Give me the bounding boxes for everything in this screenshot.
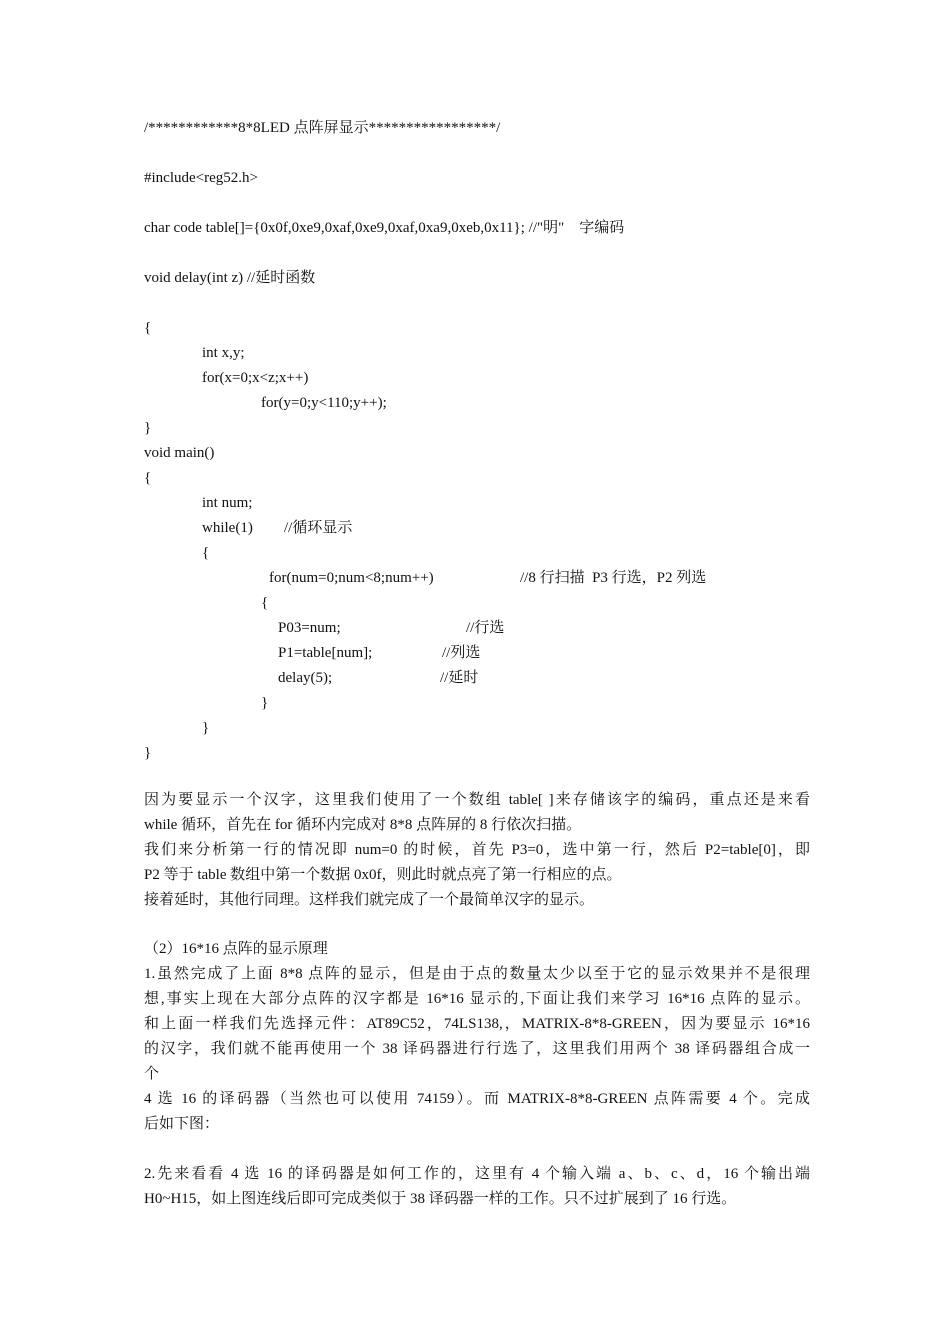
code-include: #include<reg52.h>	[144, 170, 258, 186]
paragraph-array-explanation	[144, 788, 810, 838]
paragraph-line: 后如下图：	[144, 1116, 220, 1132]
paragraph-decoder-setup	[144, 1087, 810, 1137]
code-for-x: for(x=0;x<z;x++)	[202, 370, 309, 386]
paragraph-line: 1.虽然完成了上面 8*8 点阵的显示，但是由于点的数量太少以至于它的显示效果并不是很理	[144, 966, 810, 982]
paragraph-line: 因为要显示一个汉字，这里我们使用了一个数组 table[ ]来存储该字的编码，重点还是来看	[144, 792, 810, 808]
paragraph-line: 和上面一样我们先选择元件：AT89C52，74LS138,，MATRIX-8*8-GREEN，因为要显示 16*16	[144, 1016, 810, 1032]
code-for-y: for(y=0;y<110;y++);	[261, 395, 387, 411]
code-close-brace: }	[261, 695, 269, 711]
code-delay-comment: //延时	[440, 670, 479, 686]
paragraph-line: 接着延时，其他行同理。这样我们就完成了一个最简单汉字的显示。	[144, 892, 595, 908]
code-close-brace: }	[144, 745, 152, 761]
code-main-signature: void main()	[144, 445, 215, 461]
code-int-xy: int x,y;	[202, 345, 245, 361]
code-open-brace: {	[261, 595, 269, 611]
paragraph-line: 想,事实上现在大部分点阵的汉字都是 16*16 显示的,下面让我们来学习 16*16 点阵的显示。	[144, 991, 810, 1007]
code-open-brace: {	[144, 470, 152, 486]
paragraph-16x16-intro	[144, 962, 810, 1087]
paragraph-line: P2 等于 table 数组中第一个数据 0x0f，则此时就点亮了第一行相应的点。	[144, 867, 622, 883]
paragraph-line: 2.先来看看 4 选 16 的译码器是如何工作的，这里有 4 个输入端 a、b、c、d，16 个输出端	[144, 1166, 810, 1182]
section-heading-text: （2）16*16 点阵的显示原理	[144, 941, 328, 957]
paragraph-line: 的汉字，我们就不能再使用一个 38 译码器进行行选了，这里我们用两个 38 译码器组合成一	[144, 1041, 810, 1057]
code-open-brace: {	[144, 320, 152, 336]
paragraph-first-row-analysis	[144, 838, 810, 888]
code-delay-call: delay(5);	[278, 670, 333, 686]
code-p03-assign: P03=num;	[278, 620, 341, 636]
code-delay-signature: void delay(int z) //延时函数	[144, 270, 316, 286]
code-close-brace: }	[202, 720, 210, 736]
code-close-brace: }	[144, 420, 152, 436]
code-for-num-comment: //8 行扫描 P3 行选，P2 列选	[520, 570, 707, 586]
paragraph-line: 我们来分析第一行的情况即 num=0 的时候，首先 P3=0，选中第一行，然后 P2=table[0]，即	[144, 842, 810, 858]
code-for-num: for(num=0;num<8;num++)	[269, 570, 434, 586]
paragraph-line: while 循环，首先在 for 循环内完成对 8*8 点阵屏的 8 行依次扫描。	[144, 817, 582, 833]
section-heading	[144, 937, 810, 962]
code-open-brace: {	[202, 545, 210, 561]
code-p1-comment: //列选	[442, 645, 481, 661]
code-title-comment: /************8*8LED 点阵屏显示*****************/	[144, 120, 501, 136]
paragraph-line: 4 选 16 的译码器（当然也可以使用 74159）。而 MATRIX-8*8-GREEN 点阵需要 4 个。完成	[144, 1091, 810, 1107]
paragraph-line: H0~H15，如上图连线后即可完成类似于 38 译码器一样的工作。只不过扩展到了 16 行选。	[144, 1191, 737, 1207]
paragraph-line: 个	[144, 1066, 160, 1082]
code-p03-comment: //行选	[466, 620, 505, 636]
code-p1-assign: P1=table[num];	[278, 645, 373, 661]
code-table-declaration: char code table[]={0x0f,0xe9,0xaf,0xe9,0xaf,0xa9,0xeb,0x11}; //"明" 字编码	[144, 220, 625, 236]
code-while-comment: //循环显示	[284, 520, 353, 536]
paragraph-decoder-explanation	[144, 1162, 810, 1212]
code-while-statement: while(1)	[202, 520, 253, 536]
code-int-num: int num;	[202, 495, 253, 511]
paragraph-delay-summary	[144, 888, 810, 913]
